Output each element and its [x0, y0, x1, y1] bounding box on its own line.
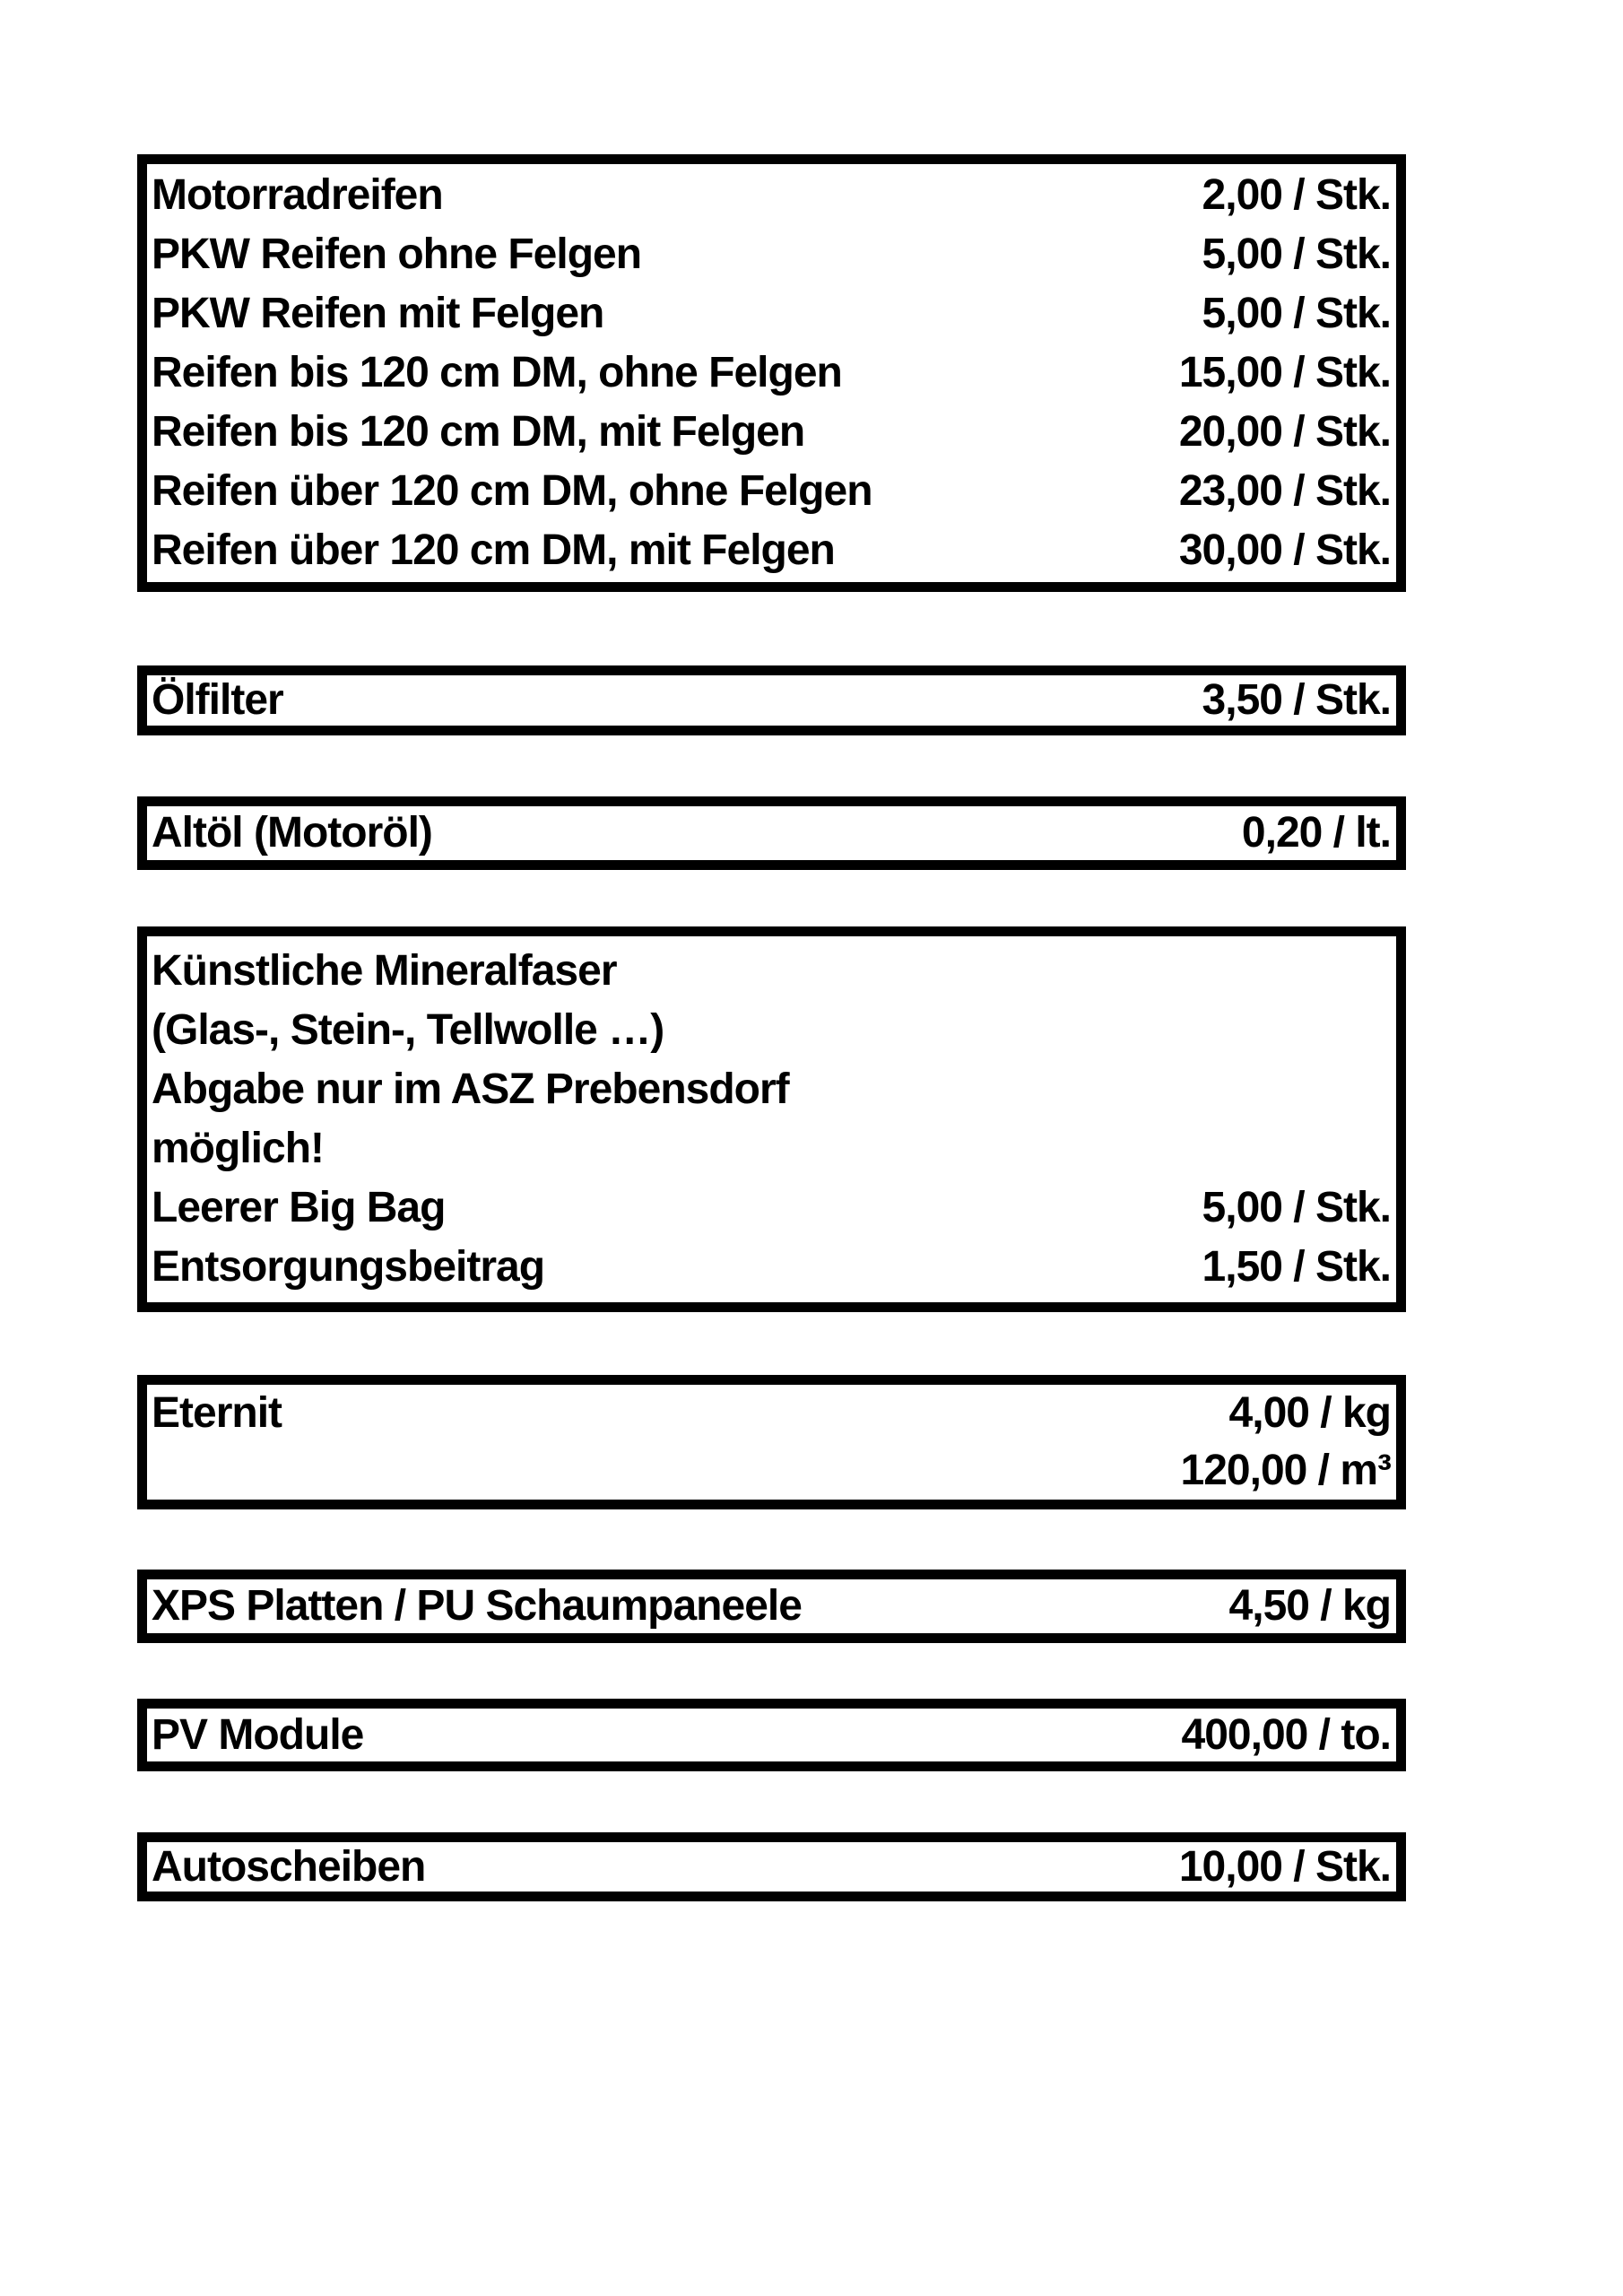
item-label: Abgabe nur im ASZ Prebensdorf — [152, 1065, 789, 1113]
price-row — [152, 521, 1391, 580]
price-rows — [147, 1579, 1396, 1633]
price-row — [152, 1178, 1391, 1238]
price-box-xps — [137, 1570, 1406, 1643]
item-label: PKW Reifen mit Felgen — [152, 290, 604, 337]
price-row — [152, 942, 1391, 1001]
item-label: (Glas-, Stein-, Tellwolle …) — [152, 1006, 664, 1054]
price-rows — [147, 1709, 1396, 1761]
price-row — [152, 225, 1391, 284]
price-row — [152, 344, 1391, 403]
item-label: möglich! — [152, 1125, 324, 1172]
price-box-autoscheiben — [137, 1832, 1406, 1901]
price-row — [152, 1119, 1391, 1178]
price-rows — [147, 806, 1396, 860]
item-label: PV Module — [152, 1710, 364, 1759]
price-row — [152, 1060, 1391, 1119]
price-box-eternit — [137, 1375, 1406, 1509]
item-label: Ölfilter — [152, 676, 283, 724]
item-label: Reifen über 120 cm DM, mit Felgen — [152, 526, 835, 574]
price-row — [152, 674, 1391, 727]
price-row — [152, 1385, 1391, 1442]
item-price: 5,00 / Stk. — [1202, 290, 1391, 337]
price-row — [152, 284, 1391, 344]
item-label: PKW Reifen ohne Felgen — [152, 230, 642, 278]
item-label: Altöl (Motoröl) — [152, 809, 432, 857]
price-rows — [147, 1385, 1396, 1500]
item-price: 4,50 / kg — [1228, 1582, 1391, 1630]
price-box-altoel — [137, 796, 1406, 870]
item-label: Eternit — [152, 1389, 282, 1437]
item-price: 20,00 / Stk. — [1178, 408, 1391, 456]
item-price: 3,50 / Stk. — [1202, 676, 1391, 724]
item-price: 5,00 / Stk. — [1202, 230, 1391, 278]
item-price: 400,00 / to. — [1181, 1710, 1391, 1759]
item-label: Reifen bis 120 cm DM, ohne Felgen — [152, 349, 842, 396]
item-label: XPS Platten / PU Schaumpaneele — [152, 1582, 802, 1630]
price-rows — [147, 936, 1396, 1302]
item-label: Motorradreifen — [152, 171, 443, 219]
item-price: 5,00 / Stk. — [1202, 1184, 1391, 1231]
price-box-mineralfaser — [137, 926, 1406, 1312]
price-rows — [147, 675, 1396, 726]
price-row — [152, 806, 1391, 860]
price-row — [152, 1001, 1391, 1060]
item-label: Künstliche Mineralfaser — [152, 947, 617, 995]
price-row — [152, 403, 1391, 462]
item-price: 30,00 / Stk. — [1178, 526, 1391, 574]
item-price: 15,00 / Stk. — [1178, 349, 1391, 396]
price-rows — [147, 1842, 1396, 1892]
item-label: Entsorgungsbeitrag — [152, 1243, 545, 1291]
item-price: 4,00 / kg — [1228, 1389, 1391, 1437]
item-price: 1,50 / Stk. — [1202, 1243, 1391, 1291]
price-row — [152, 1579, 1391, 1633]
price-row — [152, 1709, 1391, 1762]
item-label: Reifen über 120 cm DM, ohne Felgen — [152, 467, 872, 515]
item-price: 10,00 / Stk. — [1178, 1842, 1391, 1891]
item-label: Autoscheiben — [152, 1842, 426, 1891]
price-row — [152, 462, 1391, 521]
item-price: 2,00 / Stk. — [1202, 171, 1391, 219]
price-rows — [147, 164, 1396, 582]
item-price: 0,20 / lt. — [1241, 809, 1391, 857]
item-label: Leerer Big Bag — [152, 1184, 446, 1231]
item-label: Reifen bis 120 cm DM, mit Felgen — [152, 408, 805, 456]
price-row — [152, 1238, 1391, 1297]
price-box-oelfilter — [137, 665, 1406, 735]
price-row — [152, 166, 1391, 225]
price-box-reifen — [137, 154, 1406, 592]
item-price: 120,00 / m³ — [1180, 1447, 1391, 1494]
item-price: 23,00 / Stk. — [1178, 467, 1391, 515]
price-row — [152, 1442, 1391, 1500]
price-box-pv-module — [137, 1699, 1406, 1771]
price-row — [152, 1840, 1391, 1894]
